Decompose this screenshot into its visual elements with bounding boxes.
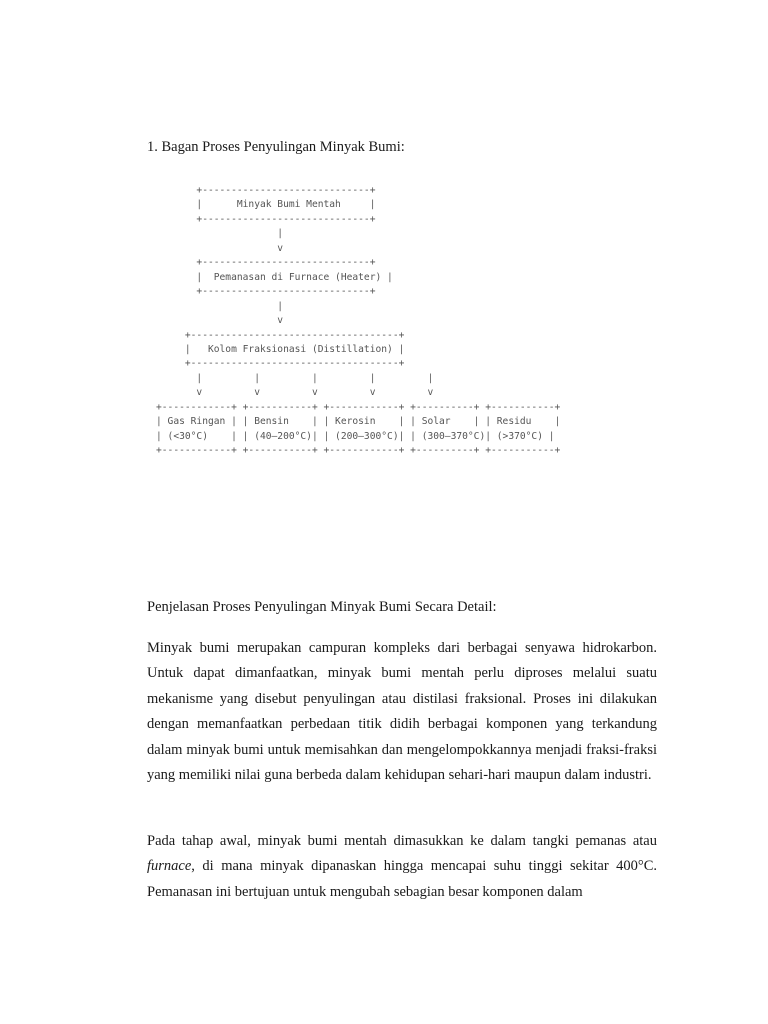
diagram-line: v [156, 242, 284, 254]
diagram-line: v [156, 315, 284, 327]
paragraph-intro: Minyak bumi merupakan campuran kompleks dari berbagai senyawa hidrokarbon. Untuk dapat dimanfaatkan, minyak bumi mentah perlu diproses melalui suatu mekanisme yang disebut penyulingan atau distilasi fraksional. Proses ini dilakukan dengan memanfaatkan perbedaan titik didih berbagai komponen yang terkandung dalam minyak bumi untuk memisahkan dan mengelompokkannya menjadi fraksi-fraksi yang memiliki nilai guna berbeda dalam kehidupan sehari-hari maupun dalam industri. [147, 640, 657, 784]
diagram-line: +-----------------------------+ [156, 185, 376, 196]
distillation-ascii-diagram [156, 184, 560, 459]
diagram-line: | Minyak Bumi Mentah | [156, 199, 376, 211]
diagram-line: +------------------------------------+ [156, 329, 405, 341]
diagram-line: | [156, 300, 284, 312]
diagram-heading: 1. Bagan Proses Penyulingan Minyak Bumi: [147, 139, 405, 155]
section-title: Penjelasan Proses Penyulingan Minyak Bumi Secara Detail: [147, 599, 497, 615]
diagram-line: | | | | | [156, 372, 434, 384]
paragraph-furnace-text-1: Pada tahap awal, minyak bumi mentah dimasukkan ke dalam tangki pemanas atau [147, 833, 657, 849]
paragraph-furnace-italic: furnace [147, 858, 192, 875]
diagram-line: v v v v v [156, 387, 434, 399]
diagram-line: | Pemanasan di Furnace (Heater) | [156, 271, 393, 283]
paragraph-furnace [147, 829, 657, 907]
diagram-line: | Kolom Fraksionasi (Distillation) | [156, 343, 405, 355]
diagram-line: | Gas Ringan | | Bensin | | Kerosin | | Solar | | Residu | [156, 416, 561, 428]
diagram-line: +------------------------------------+ [156, 358, 405, 370]
diagram-line: +-----------------------------+ [156, 213, 376, 225]
diagram-line: +------------+ +-----------+ +------------+ +----------+ +-----------+ [156, 401, 561, 413]
diagram-line: | [156, 228, 284, 240]
diagram-line: +-----------------------------+ [156, 257, 376, 269]
paragraph-furnace-text-2: , di mana minyak dipanaskan hingga mencapai suhu tinggi sekitar 400°C. Pemanasan ini bertujuan untuk mengubah sebagian besar komponen dalam [147, 858, 657, 900]
diagram-line: +-----------------------------+ [156, 286, 376, 298]
diagram-line: +------------+ +-----------+ +------------+ +----------+ +-----------+ [156, 445, 561, 457]
diagram-line: | (<30°C) | | (40–200°C)| | (200–300°C)| | (300–370°C)| (>370°C) | [156, 430, 555, 442]
